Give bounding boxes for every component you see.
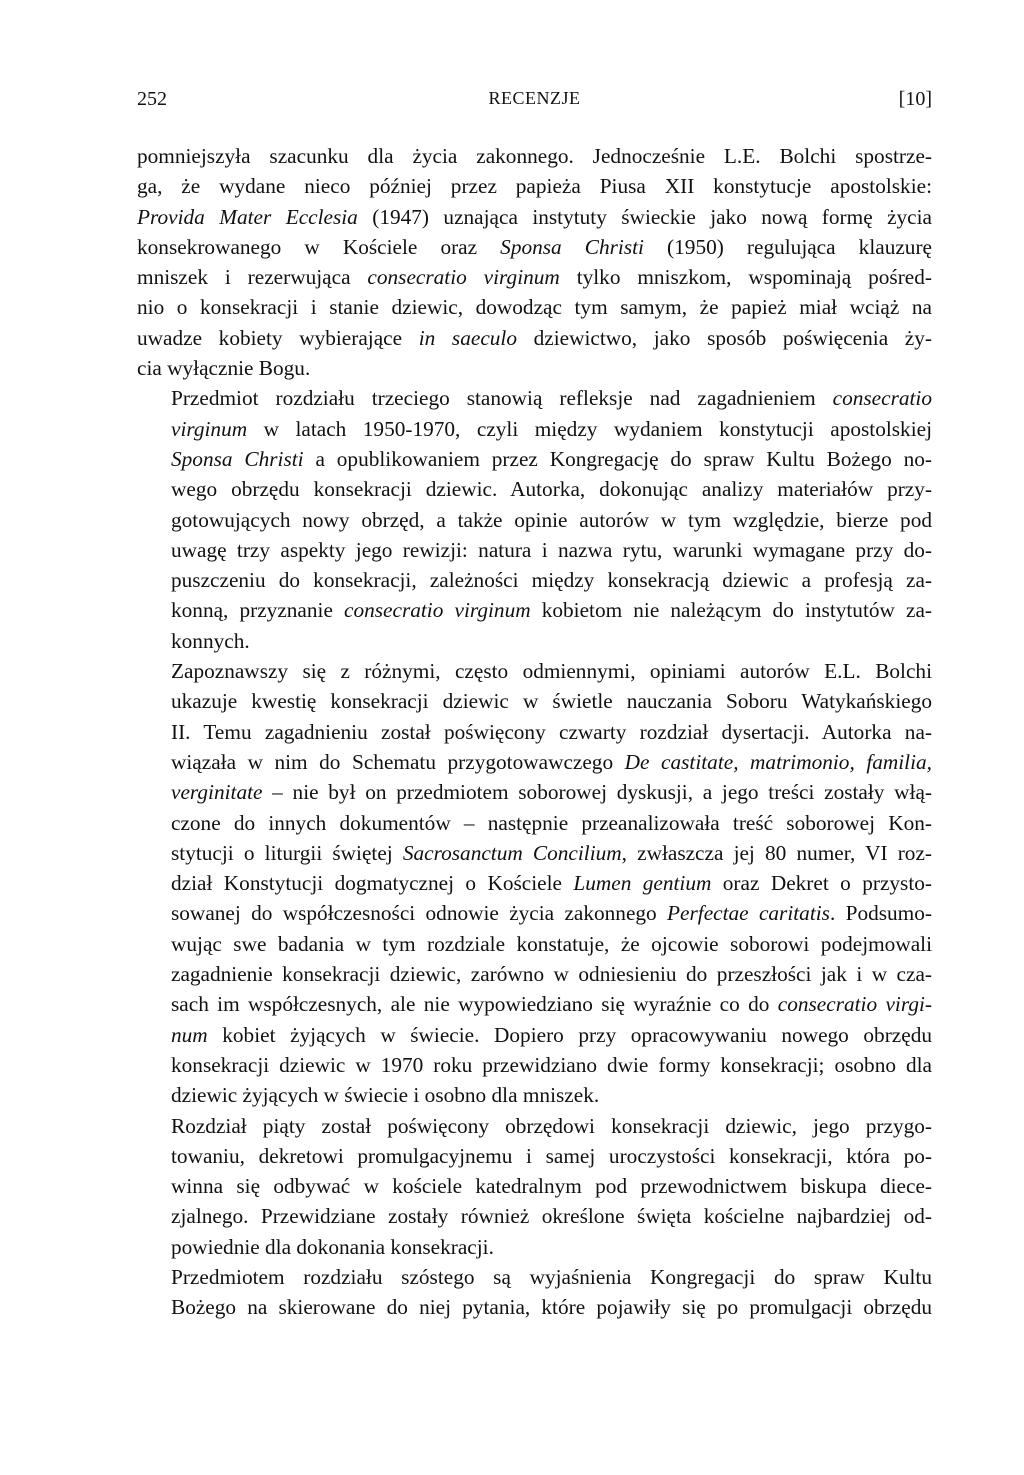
text-run: konną, przyznanie [171,598,345,623]
text-run: zagadnienie konsekracji dziewic, zarówno w odniesieniu do przeszłości jak i w cza- [171,962,932,987]
text-line [137,868,932,898]
text-run: uwagę trzy aspekty jego rewizji: natura i nazwa rytu, warunki wymagane przy do- [171,537,932,562]
text-run: wiązała w nim do Schematu przygotowawczego [171,749,625,774]
text-run: Przedmiot rozdziału trzeciego stanowią refleksje nad zagadnieniem [171,386,833,411]
text-run: konsekrowanego w Kościele oraz [137,234,501,259]
text-run: a opublikowaniem przez Kongregację do spraw Kultu Bożego no- [303,446,932,471]
text-line [137,353,932,383]
paragraph [137,656,932,1110]
text-run: zjalnego. Przewidziane zostały również określone święta kościelne najbardziej od- [171,1204,932,1229]
text-run: towaniu, dekretowi promulgacyjnemu i samej uroczystości konsekracji, która po- [171,1143,932,1168]
text-run: wego obrzędu konsekracji dziewic. Autorka, dokonując analizy materiałów przy- [171,477,932,502]
text-run: Zapoznawszy się z różnymi, często odmiennymi, opiniami autorów E.L. Bolchi [171,659,932,684]
text-run: kobiet żyjących w świecie. Dopiero przy opracowywaniu nowego obrzędu [207,1022,932,1047]
text-run: gotowujących nowy obrzęd, a także opinie autorów w tym względzie, bierze pod [171,507,932,532]
text-run: Rozdział piąty został poświęcony obrzędowi konsekracji dziewic, jego przygo- [171,1113,932,1138]
text-line [137,262,932,292]
italic-title: Sponsa Christi [500,234,644,259]
text-line [137,535,932,565]
paragraph [137,383,932,656]
text-run: ukazuje kwestię konsekracji dziewic w świetle nauczania Soboru Watykańskiego [171,689,932,714]
text-line [137,1201,932,1231]
text-run: – nie był on przedmiotem soborowej dyskusji, a jego treści zostały włą- [262,780,932,805]
text-run: , zwłaszcza jej 80 numer, VI roz- [621,840,932,865]
text-line [137,1111,932,1141]
text-line [137,747,932,777]
italic-title: verginitate [171,780,263,805]
running-title: RECENZJE [488,88,581,108]
text-run: ga, że wydane nieco później przez papieża Piusa XII konstytucje apostolskie: [137,174,932,199]
text-run: wując swe badania w tym rozdziale konstatuje, że ojcowie soborowi podejmowali [171,931,932,956]
text-line [137,1141,932,1171]
text-line [137,1020,932,1050]
italic-title: Lumen gentium [573,871,712,896]
text-run: uwadze kobiety wybierające [137,325,419,350]
text-run: (1950) regulująca klauzurę [643,234,932,259]
page-number: 252 [137,88,167,110]
text-line [137,505,932,535]
text-line [137,626,932,656]
text-line [137,171,932,201]
text-run: Bożego na skierowane do niej pytania, które pojawiły się po promulgacji obrzędu [171,1295,932,1320]
text-run: dziewictwo, jako sposób poświęcenia ży- [516,325,932,350]
paragraph [137,1262,932,1323]
text-line [137,929,932,959]
text-line [137,414,932,444]
page-header [137,88,932,118]
text-run: sowanej do współczesności odnowie życia zakonnego [171,901,668,926]
text-run: powiednie dla dokonania konsekracji. [171,1234,494,1259]
text-line [137,383,932,413]
text-line [137,898,932,928]
text-line [137,565,932,595]
text-run: (1947) uznająca instytuty świeckie jako nową formę życia [357,204,932,229]
text-run: cia wyłącznie Bogu. [137,356,311,381]
text-line [137,686,932,716]
text-line [137,1232,932,1262]
text-run: konsekracji dziewic w 1970 roku przewidziano dwie formy konsekracji; osobno dla [171,1052,932,1077]
italic-title: Sponsa Christi [171,446,304,471]
text-line [137,777,932,807]
italic-title: consecratio virginum [344,598,531,623]
italic-title: Provida Mater Ecclesia [137,204,358,229]
paragraph [137,141,932,383]
text-line [137,1050,932,1080]
text-run: dziewic żyjących w świecie i osobno dla mniszek. [171,1083,600,1108]
text-line [137,202,932,232]
text-line [137,959,932,989]
text-run: konnych. [171,628,250,653]
text-run: kobietom nie należącym do instytutów za- [530,598,933,623]
italic-title: Perfectae caritatis [667,901,830,926]
text-run: pomniejszyła szacunku dla życia zakonnego. Jednocześnie L.E. Bolchi spostrze- [137,144,932,168]
text-run: stytucji o liturgii świętej [171,840,403,865]
article-body [137,141,932,1323]
italic-title: Sacrosanctum Concilium [402,840,622,865]
text-run: Przedmiotem rozdziału szóstego są wyjaśnienia Kongregacji do spraw Kultu [171,1264,932,1289]
text-line [137,323,932,353]
text-run: sach im współczesnych, ale nie wypowiedziano się wyraźnie co do [171,992,778,1017]
text-run: czone do innych dokumentów – następnie przeanalizowała treść soborowej Kon- [171,810,932,835]
italic-title: virginum [171,416,248,441]
text-run: dział Konstytucji dogmatycznej o Kościele [171,871,574,896]
italic-title: consecratio virgi- [777,992,932,1017]
text-run: puszczeniu do konsekracji, zależności między konsekracją dziewic a profesją za- [171,568,932,593]
italic-title: in saeculo [418,325,517,350]
text-line [137,595,932,625]
text-line [137,474,932,504]
text-run: nio o konsekracji i stanie dziewic, dowodząc tym samym, że papież miał wciąż na [137,295,932,320]
text-run: . Podsumo- [829,901,932,926]
text-line [137,292,932,322]
text-run: II. Temu zagadnieniu został poświęcony czwarty rozdział dysertacji. Autorka na- [171,719,932,744]
text-run: tylko mniszkom, wspominają pośred- [559,265,932,290]
text-line [137,1262,932,1292]
section-marker: [10] [898,88,932,110]
text-line [137,656,932,686]
text-line [137,838,932,868]
italic-title: De castitate, matrimonio, familia, [624,749,932,774]
paragraph [137,1111,932,1262]
text-line [137,1080,932,1110]
text-run: mniszek i rezerwująca [137,265,368,290]
italic-title: consecratio virginum [367,265,560,290]
text-line [137,141,932,171]
text-line [137,444,932,474]
text-run: oraz Dekret o przysto- [711,871,932,896]
text-run: w latach 1950-1970, czyli między wydaniem konstytucji apostolskiej [247,416,932,441]
text-line [137,989,932,1019]
italic-title: consecratio [832,386,932,411]
text-line [137,232,932,262]
text-run: winna się odbywać w kościele katedralnym pod przewodnictwem biskupa diece- [171,1174,932,1199]
text-line [137,1292,932,1322]
text-line [137,717,932,747]
text-line [137,808,932,838]
text-line [137,1171,932,1201]
italic-title: num [171,1022,208,1047]
